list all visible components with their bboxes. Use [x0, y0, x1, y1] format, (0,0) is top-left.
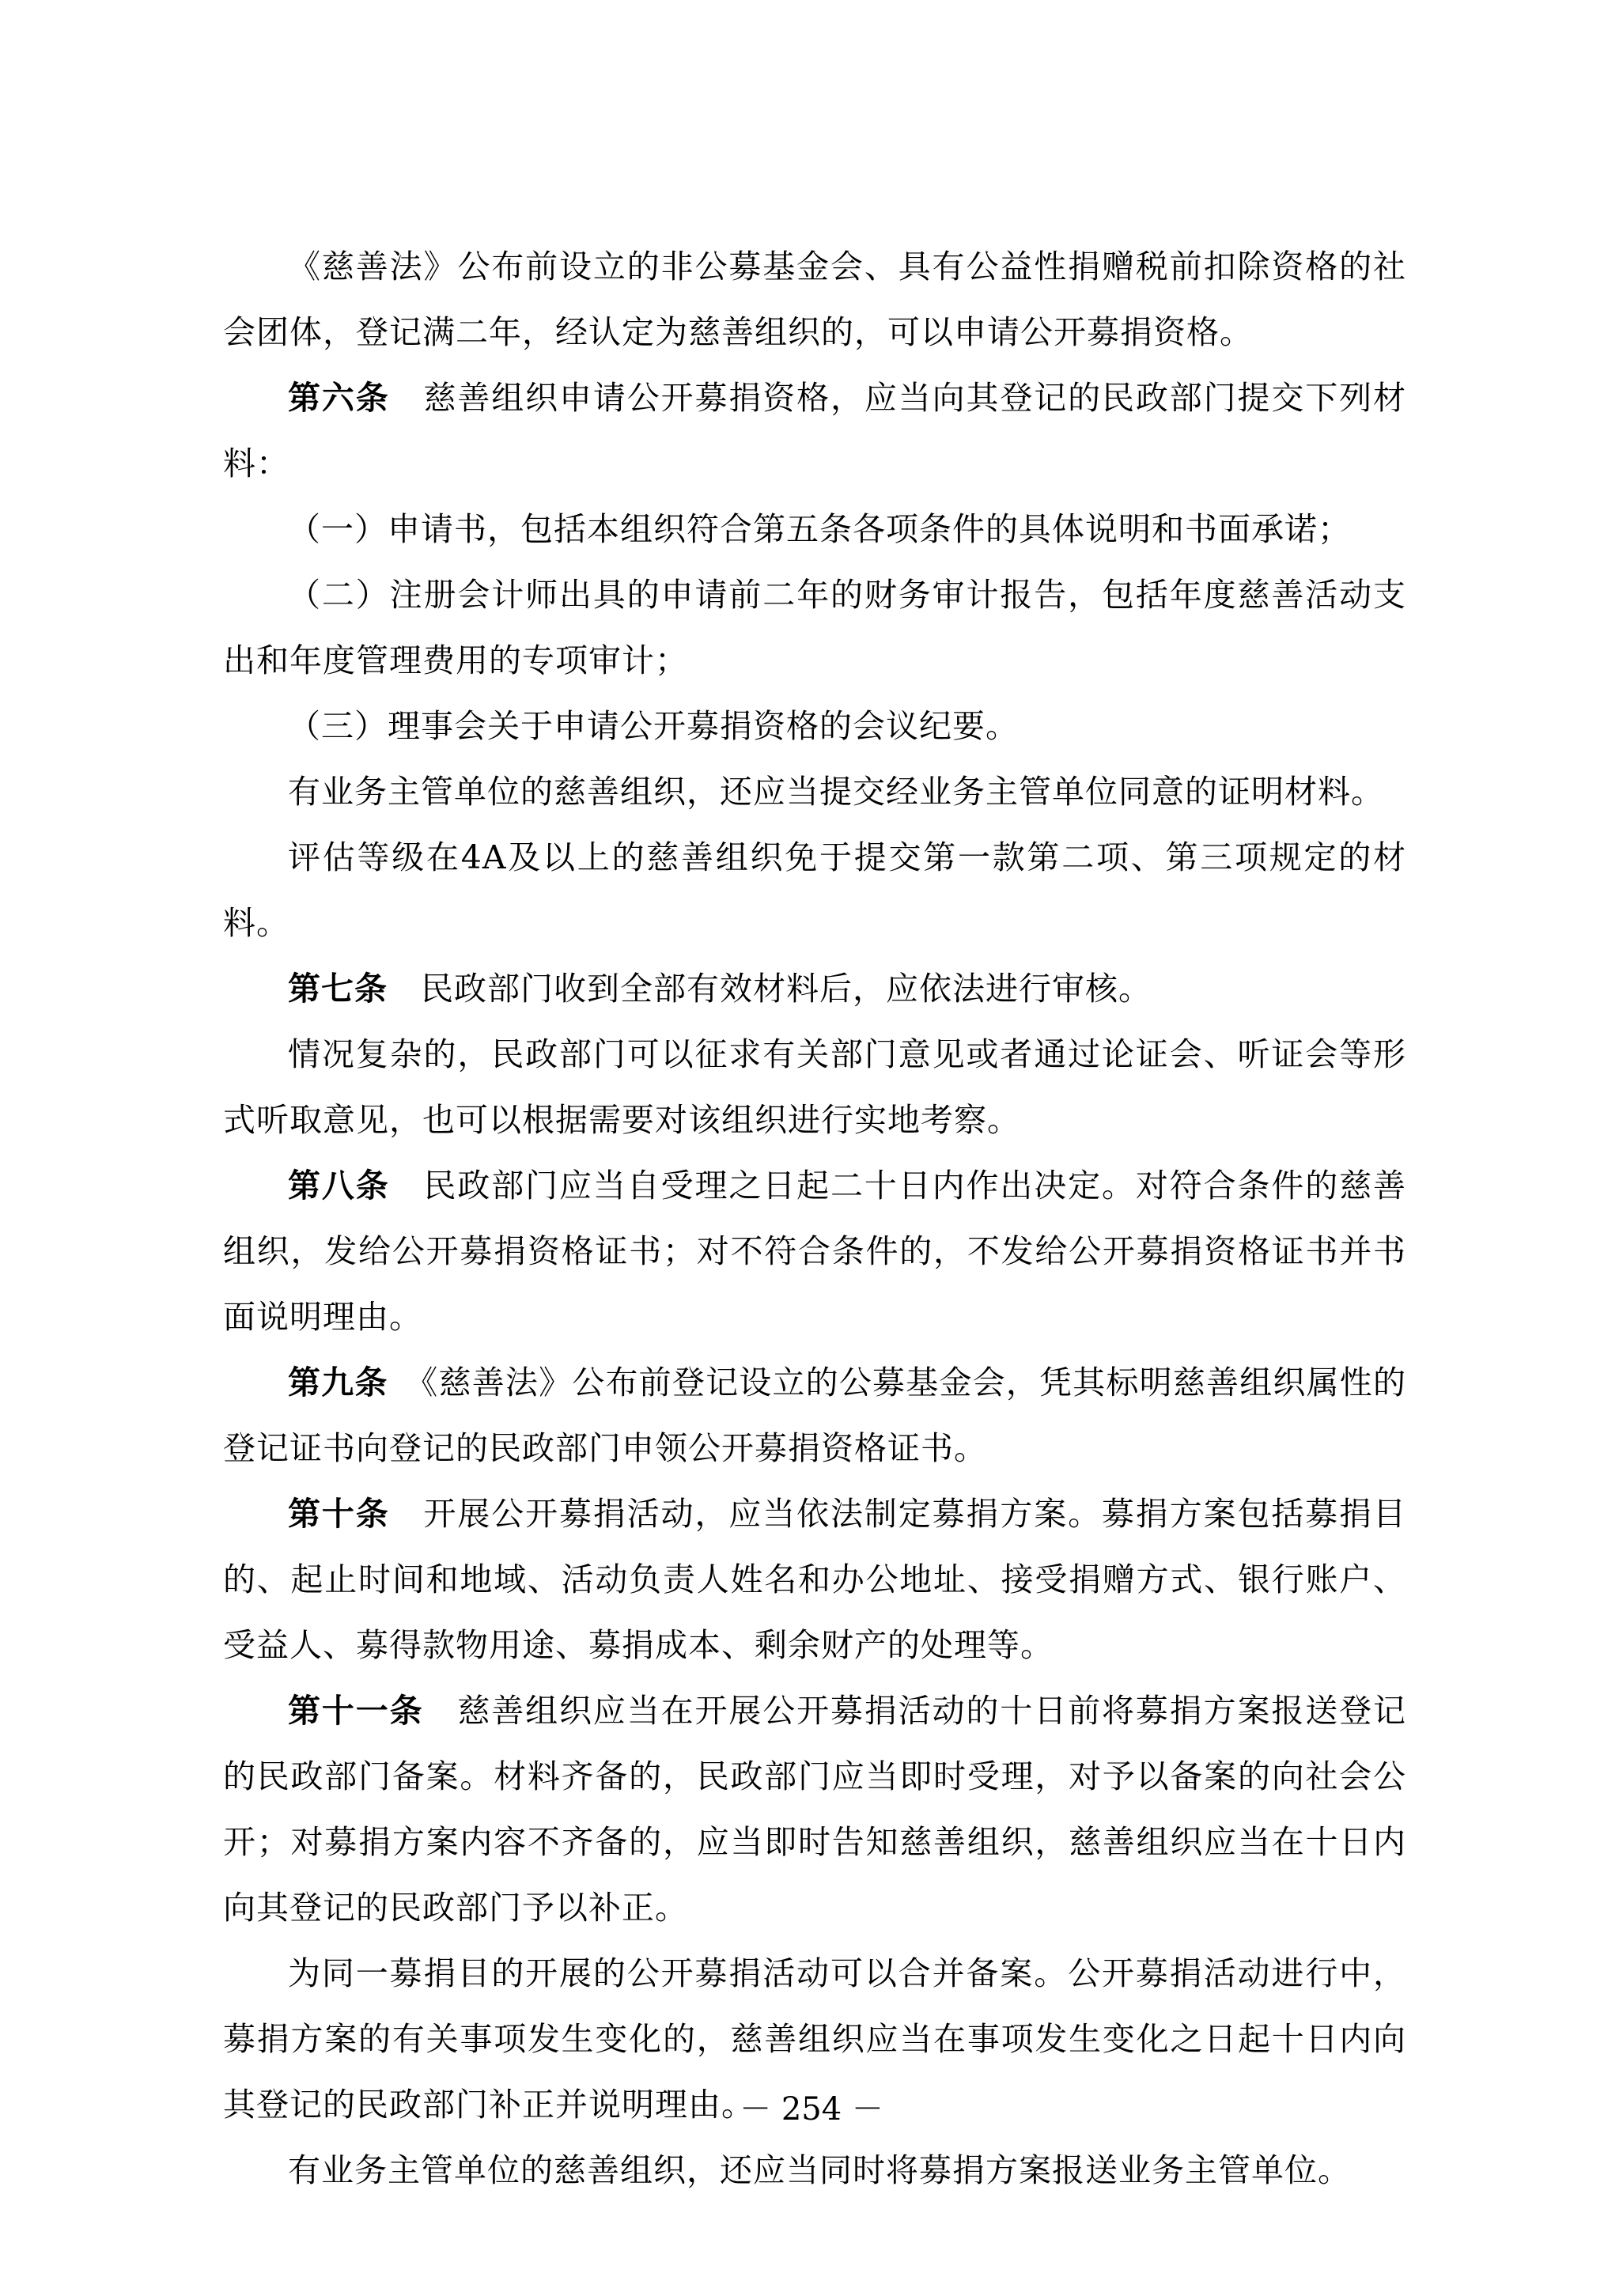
article-9 — [223, 1350, 1406, 1481]
article-heading: 第九条 — [288, 1364, 388, 1401]
paragraph-text: 慈善组织应当在开展公开募捐活动的十日前将募捐方案报送登记的民政部门备案。材料齐备的，民政部门应当即时受理，对予以备案的向社会公开；对募捐方案内容不齐备的，应当即时告知慈善组织，慈善组织应当在十日内向其登记的民政部门予以补正。 — [223, 1692, 1406, 1927]
paragraph-text: 有业务主管单位的慈善组织，还应当同时将募捐方案报送业务主管单位。 — [288, 2151, 1351, 2189]
paragraph — [223, 234, 1406, 365]
paragraph-text: （二）注册会计师出具的申请前二年的财务审计报告，包括年度慈善活动支出和年度管理费用的专项审计； — [223, 576, 1406, 679]
list-item — [223, 694, 1406, 759]
paragraph — [223, 825, 1406, 956]
paragraph-text: （三）理事会关于申请公开募捐资格的会议纪要。 — [288, 707, 1019, 745]
article-8 — [223, 1153, 1406, 1350]
paragraph-text: （一）申请书，包括本组织符合第五条各项条件的具体说明和书面承诺； — [288, 510, 1351, 548]
paragraph-text: 情况复杂的，民政部门可以征求有关部门意见或者通过论证会、听证会等形式听取意见，也可以根据需要对该组织进行实地考察。 — [223, 1035, 1406, 1139]
paragraph-text: 民政部门收到全部有效材料后，应依法进行审核。 — [421, 970, 1152, 1008]
article-heading: 第八条 — [288, 1167, 390, 1205]
paragraph-text: 为同一募捐目的开展的公开募捐活动可以合并备案。公开募捐活动进行中，募捐方案的有关事项发生变化的，慈善组织应当在事项发生变化之日起十日内向其登记的民政部门补正并说明理由。 — [223, 1954, 1406, 2124]
article-heading: 第十一条 — [288, 1692, 424, 1730]
article-heading: 第十条 — [288, 1495, 390, 1533]
paragraph — [223, 1022, 1406, 1153]
paragraph-text: 评估等级在4A及以上的慈善组织免于提交第一款第二项、第三项规定的材料。 — [223, 838, 1406, 942]
paragraph — [223, 2138, 1406, 2203]
article-heading: 第六条 — [288, 379, 390, 417]
list-item — [223, 497, 1406, 562]
paragraph — [223, 759, 1406, 825]
article-heading: 第七条 — [288, 970, 388, 1008]
paragraph-text: 开展公开募捐活动，应当依法制定募捐方案。募捐方案包括募捐目的、起止时间和地域、活动负责人姓名和办公地址、接受捐赠方式、银行账户、受益人、募得款物用途、募捐成本、剩余财产的处理等。 — [223, 1495, 1406, 1664]
article-11 — [223, 1678, 1406, 1941]
paragraph-text: 《慈善法》公布前设立的非公募基金会、具有公益性捐赠税前扣除资格的社会团体，登记满二年，经认定为慈善组织的，可以申请公开募捐资格。 — [223, 248, 1406, 351]
paragraph-text: 民政部门应当自受理之日起二十日内作出决定。对符合条件的慈善组织，发给公开募捐资格证书；对不符合条件的，不发给公开募捐资格证书并书面说明理由。 — [223, 1167, 1406, 1336]
paragraph-text: 慈善组织申请公开募捐资格，应当向其登记的民政部门提交下列材料： — [223, 379, 1406, 482]
paragraph-text: 有业务主管单位的慈善组织，还应当提交经业务主管单位同意的证明材料。 — [288, 773, 1384, 811]
article-10 — [223, 1481, 1406, 1678]
article-6 — [223, 365, 1406, 497]
document-body — [223, 234, 1406, 2203]
list-item — [223, 562, 1406, 694]
paragraph-text: 《慈善法》公布前登记设立的公募基金会，凭其标明慈善组织属性的登记证书向登记的民政部门申领公开募捐资格证书。 — [223, 1364, 1407, 1467]
page-number: － 254 － — [740, 2091, 883, 2128]
article-7 — [223, 956, 1406, 1022]
